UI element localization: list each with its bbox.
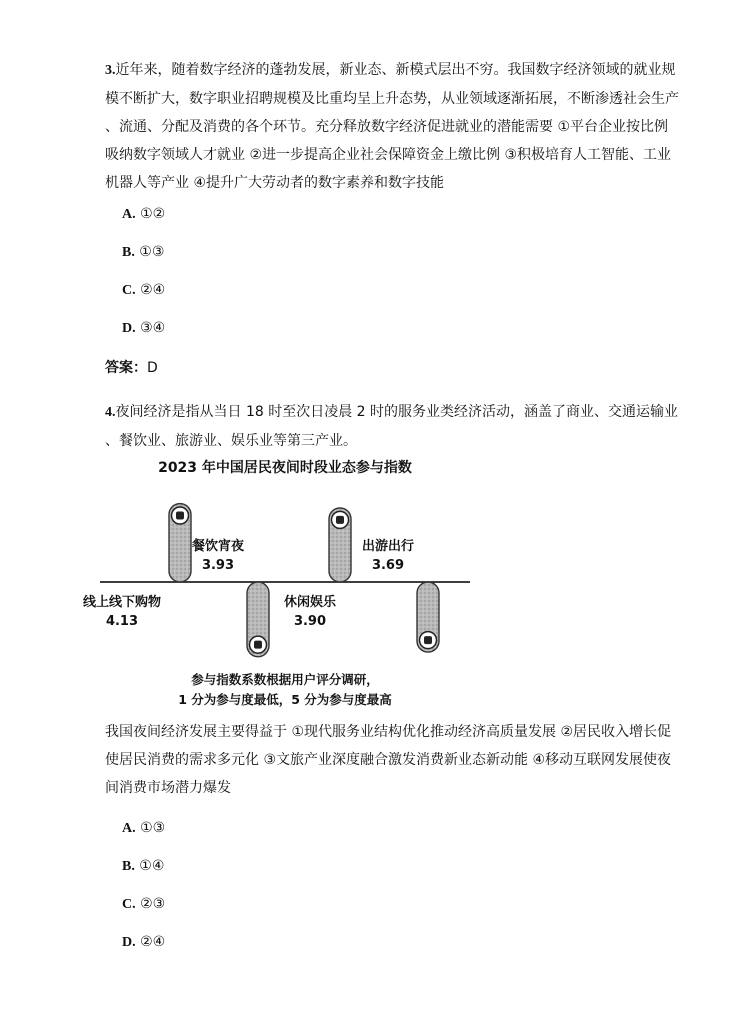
question-4-line-5: 间消费市场潜力爆发 — [105, 780, 231, 796]
q3-option-d[interactable]: D. ③④ — [122, 320, 166, 336]
question-4-line-4: 使居民消费的需求多元化 ③文旅产业深度融合激发消费新业态新动能 ④移动互联网发展使夜 — [105, 752, 671, 768]
question-3-line-5: 机器人等产业 ④提升广大劳动者的数字素养和数字技能 — [105, 175, 444, 191]
q4-option-a[interactable]: A. ①③ — [122, 820, 166, 836]
question-3-number: 3. — [105, 63, 116, 78]
chart-note-line-1: 参与指数系数根据用户评分调研， — [191, 672, 379, 687]
night-economy-chart — [82, 452, 470, 712]
q4-option-d[interactable]: D. ②④ — [122, 934, 166, 950]
category-label-1: 线上线下购物 — [82, 595, 162, 610]
value-label-4: 3.69 — [371, 558, 405, 573]
value-label-2: 3.93 — [201, 558, 235, 573]
q4-option-c[interactable]: C. ②③ — [122, 896, 166, 912]
category-label-3: 休闲娱乐 — [283, 595, 337, 610]
question-4-line-1: 4.夜间经济是指从当日 18 时至次日凌晨 2 时的服务业类经济活动，涵盖了商业、交通运输业 — [105, 404, 679, 420]
question-4-stem — [105, 398, 685, 455]
chart-svg — [82, 452, 470, 712]
question-4-continuation — [105, 718, 685, 802]
question-3-stem — [105, 56, 685, 197]
q3-option-a[interactable]: A. ①② — [122, 206, 166, 222]
question-3-line-2: 模不断扩大，数字职业招聘规模及比重均呈上升态势，从业领域逐渐拓展，不断渗透社会生产 — [105, 91, 679, 107]
travel-icon-glyph — [424, 636, 432, 644]
dining-icon-glyph — [254, 641, 262, 649]
entertainment-icon-glyph — [336, 516, 344, 524]
q3-answer: 答案：D — [105, 360, 158, 376]
value-label-3: 3.90 — [293, 614, 327, 629]
question-4-line-3: 我国夜间经济发展主要得益于 ①现代服务业结构优化推动经济高质量发展 ②居民收入增长促 — [105, 724, 671, 740]
question-4-number: 4. — [105, 405, 116, 420]
shopping-icon-glyph — [176, 512, 184, 520]
question-3-line-1: 3.近年来，随着数字经济的蓬勃发展，新业态、新模式层出不穷。我国数字经济领域的就业规 — [105, 62, 676, 78]
chart-note-line-2: 1 分为参与度最低，5 分为参与度最高 — [178, 692, 392, 707]
q3-option-c[interactable]: C. ②④ — [122, 282, 166, 298]
q3-option-b[interactable]: B. ①③ — [122, 244, 165, 260]
question-3-line-4: 吸纳数字领域人才就业 ②进一步提高企业社会保障资金上缴比例 ③积极培育人工智能、工业 — [105, 147, 671, 163]
category-label-4: 出游出行 — [361, 539, 415, 554]
q4-option-b[interactable]: B. ①④ — [122, 858, 165, 874]
value-label-1: 4.13 — [105, 614, 139, 629]
question-3-line-3: 、流通、分配及消费的各个环节。充分释放数字经济促进就业的潜能需要 ①平台企业按比例 — [105, 119, 668, 135]
chart-title: 2023 年中国居民夜间时段业态参与指数 — [158, 460, 412, 476]
category-label-2: 餐饮宵夜 — [191, 539, 245, 554]
question-4-line-2: 、餐饮业、旅游业、娱乐业等第三产业。 — [105, 433, 357, 449]
